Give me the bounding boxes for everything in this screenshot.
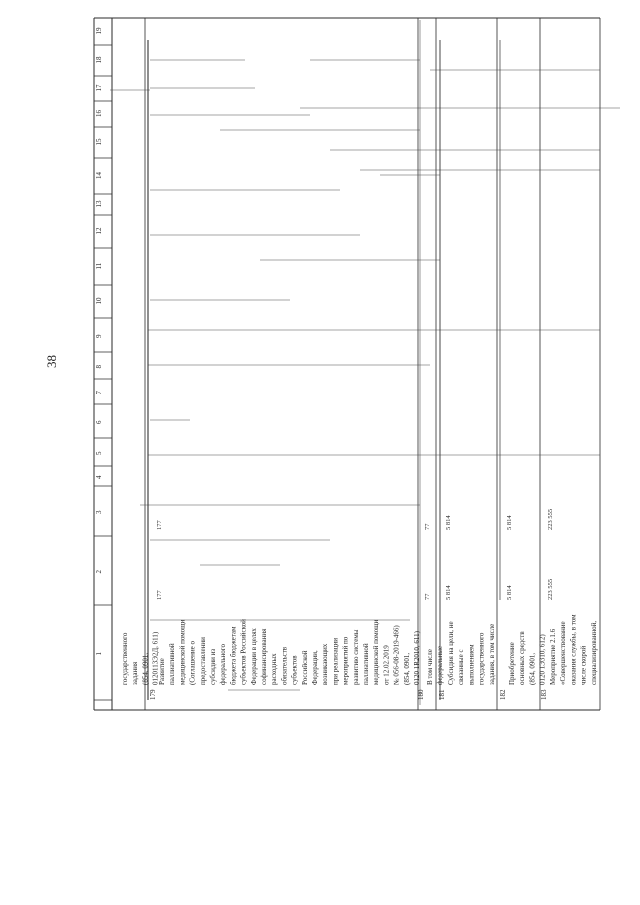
- row-name-line: государственного: [121, 632, 129, 685]
- row-name-line: Мероприятие 2.1.6: [549, 628, 557, 685]
- row-name-line: связанные с: [457, 649, 466, 685]
- row-col4-value: 177: [156, 520, 163, 530]
- column-number-15: 15: [95, 138, 103, 146]
- row-name-line: развитию системы: [351, 629, 360, 685]
- column-number-12: 12: [95, 227, 103, 235]
- row-name-line: софинансирования: [260, 628, 268, 685]
- row-name-line: Федерации в целях: [249, 628, 258, 685]
- row-name-line: (854, 0901,: [402, 652, 411, 685]
- column-number-18: 18: [95, 56, 103, 64]
- row-name-line: мероприятий по: [341, 636, 350, 685]
- row-number: 179: [149, 689, 157, 700]
- row-name-line: выполнением: [467, 644, 476, 685]
- row-col3-value: 177: [156, 590, 163, 600]
- row-name-line: (Соглашение о: [188, 641, 197, 685]
- row-name-line: специализированной,: [589, 620, 598, 685]
- row-number: 180: [417, 689, 425, 700]
- column-number-14: 14: [95, 172, 103, 179]
- row-col3-value: 77: [424, 593, 431, 600]
- row-name-line: задания, в том числе: [487, 623, 496, 685]
- column-number-7: 7: [95, 391, 103, 395]
- row-name-line: федерального: [219, 643, 228, 685]
- row-name-line: Субсидия на цели, не: [447, 621, 455, 685]
- column-number-16: 16: [95, 110, 103, 117]
- row-name-line: субъектов Российской: [239, 619, 248, 685]
- row-name-line: субсидии из: [209, 648, 217, 685]
- row-name-line: (854, 0901,: [141, 652, 150, 685]
- column-number-11: 11: [95, 262, 103, 270]
- row-name-line: В том числе: [426, 649, 434, 685]
- row-name-line: 0120 1R2010, 611): [413, 631, 421, 685]
- row-name-line: оказания службы, в том: [569, 614, 578, 685]
- column-number-5: 5: [95, 451, 103, 455]
- page-number: 38: [44, 355, 59, 368]
- row-col3-value: 223 555: [547, 578, 554, 600]
- row-name-line: Приобретение: [508, 642, 516, 685]
- row-col4-value: 77: [424, 523, 431, 530]
- row-name-line: числе скорой: [579, 645, 588, 685]
- row-name-line: паллиативной: [362, 643, 370, 685]
- row-name-line: (854, 0901,: [528, 652, 537, 685]
- row-name-line: бюджета бюджетам: [229, 626, 238, 685]
- row-col3-value: 5 814: [445, 585, 452, 600]
- row-col4-value: 223 555: [547, 508, 554, 530]
- row-name-line: возникающих: [321, 643, 330, 685]
- column-number-9: 9: [95, 334, 103, 338]
- row-number: 183: [540, 689, 548, 700]
- row-name-line: задания: [131, 661, 140, 685]
- row-name-line: 0120 1Э310, 612): [538, 634, 547, 685]
- row-name-line: обязательств: [280, 646, 289, 685]
- column-number-3: 3: [95, 510, 103, 514]
- row-name-line: основных средств: [518, 631, 527, 685]
- row-name-line: Развитие: [158, 658, 166, 685]
- row-name-line: медицинской помощи: [372, 619, 381, 685]
- row-col4-value: 5 814: [506, 515, 513, 530]
- row-col4-value: 5 814: [445, 515, 452, 530]
- column-number-10: 10: [95, 297, 103, 305]
- row-name-line: Российской: [300, 650, 309, 685]
- row-name-line: субъектов: [290, 655, 299, 685]
- row-name-line: паллиативной: [168, 643, 177, 685]
- column-number-2: 2: [95, 570, 103, 574]
- row-name-line: расходных: [270, 653, 279, 685]
- row-name-line: предоставлении: [198, 637, 207, 685]
- column-number-19: 19: [95, 27, 103, 35]
- row-name-line: при реализации: [331, 638, 340, 685]
- row-name-line: федеральные: [436, 645, 445, 685]
- column-number-6: 6: [95, 420, 103, 424]
- column-number-8: 8: [95, 365, 103, 369]
- row-name-line: государственного: [477, 632, 486, 685]
- column-number-4: 4: [95, 475, 103, 479]
- row-name-line: от 12.02.2019: [382, 645, 391, 685]
- row-name-line: 0120113Э2Д, 611): [151, 631, 160, 685]
- row-name-line: Федерации,: [311, 650, 319, 685]
- row-name-line: медицинской помощи: [178, 619, 187, 685]
- column-number-1: 1: [95, 652, 103, 656]
- column-number-17: 17: [95, 84, 103, 92]
- row-name-line: № 056-08-2019-466): [392, 625, 401, 685]
- column-number-13: 13: [95, 200, 103, 208]
- row-name-line: «Совершенствование: [559, 621, 568, 685]
- row-number: 181: [438, 689, 446, 700]
- row-col3-value: 5 814: [506, 585, 513, 600]
- row-number: 182: [499, 689, 507, 700]
